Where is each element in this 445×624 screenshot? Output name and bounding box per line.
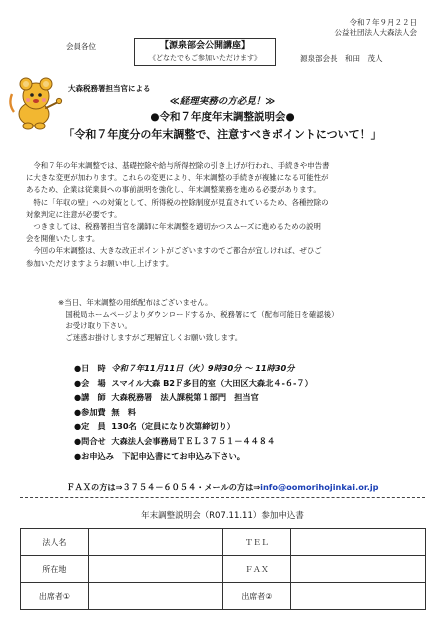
address-field[interactable] [88, 556, 223, 583]
venue-value: スマイル大森 B2Ｆ多目的室（大田区大森北４-６-７） [111, 377, 313, 388]
lecturer-note: 大森税務署担当官による [68, 84, 151, 93]
note-line: お受け取り下さい。 [58, 321, 132, 331]
email-link[interactable]: info@oomorihojinkai.or.jp [260, 482, 379, 492]
cut-line [20, 497, 425, 498]
table-row [21, 583, 426, 610]
note-line: ※当日、年末調整の用紙配布はございません。 [58, 298, 213, 307]
note-line: 国税局ホームページよりダウンロードするか、税務署にて（配布可能日を確認後） [58, 309, 339, 319]
sender-text: 源泉部会長 和田 茂人 [300, 54, 383, 63]
table-row [21, 556, 426, 583]
title-box [134, 38, 276, 66]
form-label: ＦＡＸ [223, 556, 291, 583]
detail-capacity [74, 419, 313, 434]
body-line: 令和７年の年末調整では、基礎控除や給与所得控除の引き上げが行われ、手続きや申告書 [26, 161, 330, 170]
date-text: 令和７年９月２２日 [349, 18, 417, 27]
body-line: つきましては、税務署担当官を講師に年末調整を適切かつスムーズに進めるための説明 [26, 222, 321, 232]
detail-apply: ●お申込み 下記申込書にてお申込み下さい。 [74, 450, 245, 461]
form-label: 出席者② [223, 583, 291, 610]
body-line: に大きな変更が加わります。これらの変更により、年末調整の手続きが複雑になる可能性が [26, 173, 329, 183]
topic-title: 「令和７年度分の年末調整で、注意すべきポイントについて！」 [63, 128, 382, 141]
form-label: ＴＥＬ [223, 529, 291, 556]
fee-label: ●参加費 [74, 406, 106, 417]
contact-value: 大森法人会事務局ＴＥＬ３７５１－４４８４ [111, 435, 276, 446]
title-box-subtitle: 《どなたでもご参加いただけます》 [149, 54, 261, 62]
table-row [21, 529, 426, 556]
datetime-value: 令和７年11月11日（火）9時30分 ～ 11時30分 [111, 363, 295, 373]
body-line: 参加いただけますようお願い申し上げます。 [26, 258, 174, 268]
form-label: 出席者① [21, 583, 89, 610]
tel-field[interactable] [291, 529, 426, 556]
lecturer-value: 大森税務署 法人課税第１部門 担当官 [111, 392, 259, 403]
org-name: 公益社団法人大森法人会 [334, 28, 417, 37]
company-name-field[interactable] [88, 529, 223, 556]
body-line: あるため、企業は従業員への事前説明を強化し、年末調整業務を進める必要があります。 [26, 185, 321, 195]
form-label: 法人名 [21, 529, 89, 556]
capacity-value: 130名（定員になり次第締切り） [111, 421, 235, 432]
notes-block [58, 297, 338, 343]
event-title: ●令和７年度年末調整説明会● [150, 111, 295, 123]
attendee-2-field[interactable] [291, 583, 426, 610]
datetime-label: ●日 時 [74, 363, 106, 373]
fax-email-line [20, 481, 425, 493]
fax-field[interactable] [291, 556, 426, 583]
capacity-label: ●定 員 [74, 421, 106, 432]
note-line: ご迷惑お掛けしますがご理解宜しくお願い致します。 [58, 332, 243, 342]
venue-label: ●会 場 [74, 377, 106, 388]
body-line: 会を開催いたします。 [26, 234, 100, 244]
detail-venue [74, 376, 313, 391]
lecturer-label: ●講 師 [74, 392, 106, 403]
detail-lecturer [74, 390, 313, 405]
event-details [74, 361, 313, 463]
body-text [26, 160, 420, 270]
fax-text: ＦＡＸの方は⇒３７５４－６０５４・メールの方は⇒ [66, 482, 261, 492]
contact-label: ●問合せ [74, 435, 106, 446]
form-label: 所在地 [21, 556, 89, 583]
form-title: 年末調整説明会（R07.11.11）参加申込書 [141, 511, 304, 521]
body-line: 対象判定に注意が必要です。 [26, 209, 122, 219]
detail-fee [74, 405, 313, 420]
tagline: ≪経理実務の方必見！≫ [169, 96, 276, 107]
application-form [20, 528, 426, 610]
recipient-text: 会員各位 [66, 42, 96, 51]
body-line: 今回の年末調整は、大きな改正ポイントがございますのでご都合が宜しければ、ぜひご [26, 246, 322, 256]
attendee-1-field[interactable] [88, 583, 223, 610]
detail-datetime [74, 361, 313, 376]
fee-value: 無 料 [111, 406, 136, 417]
title-box-title: 【源泉部会公開講座】 [159, 41, 250, 51]
body-line: 特に「年収の壁」への対策として、所得税の控除制度が見直されているため、各種控除の [26, 197, 329, 207]
detail-contact [74, 434, 313, 449]
